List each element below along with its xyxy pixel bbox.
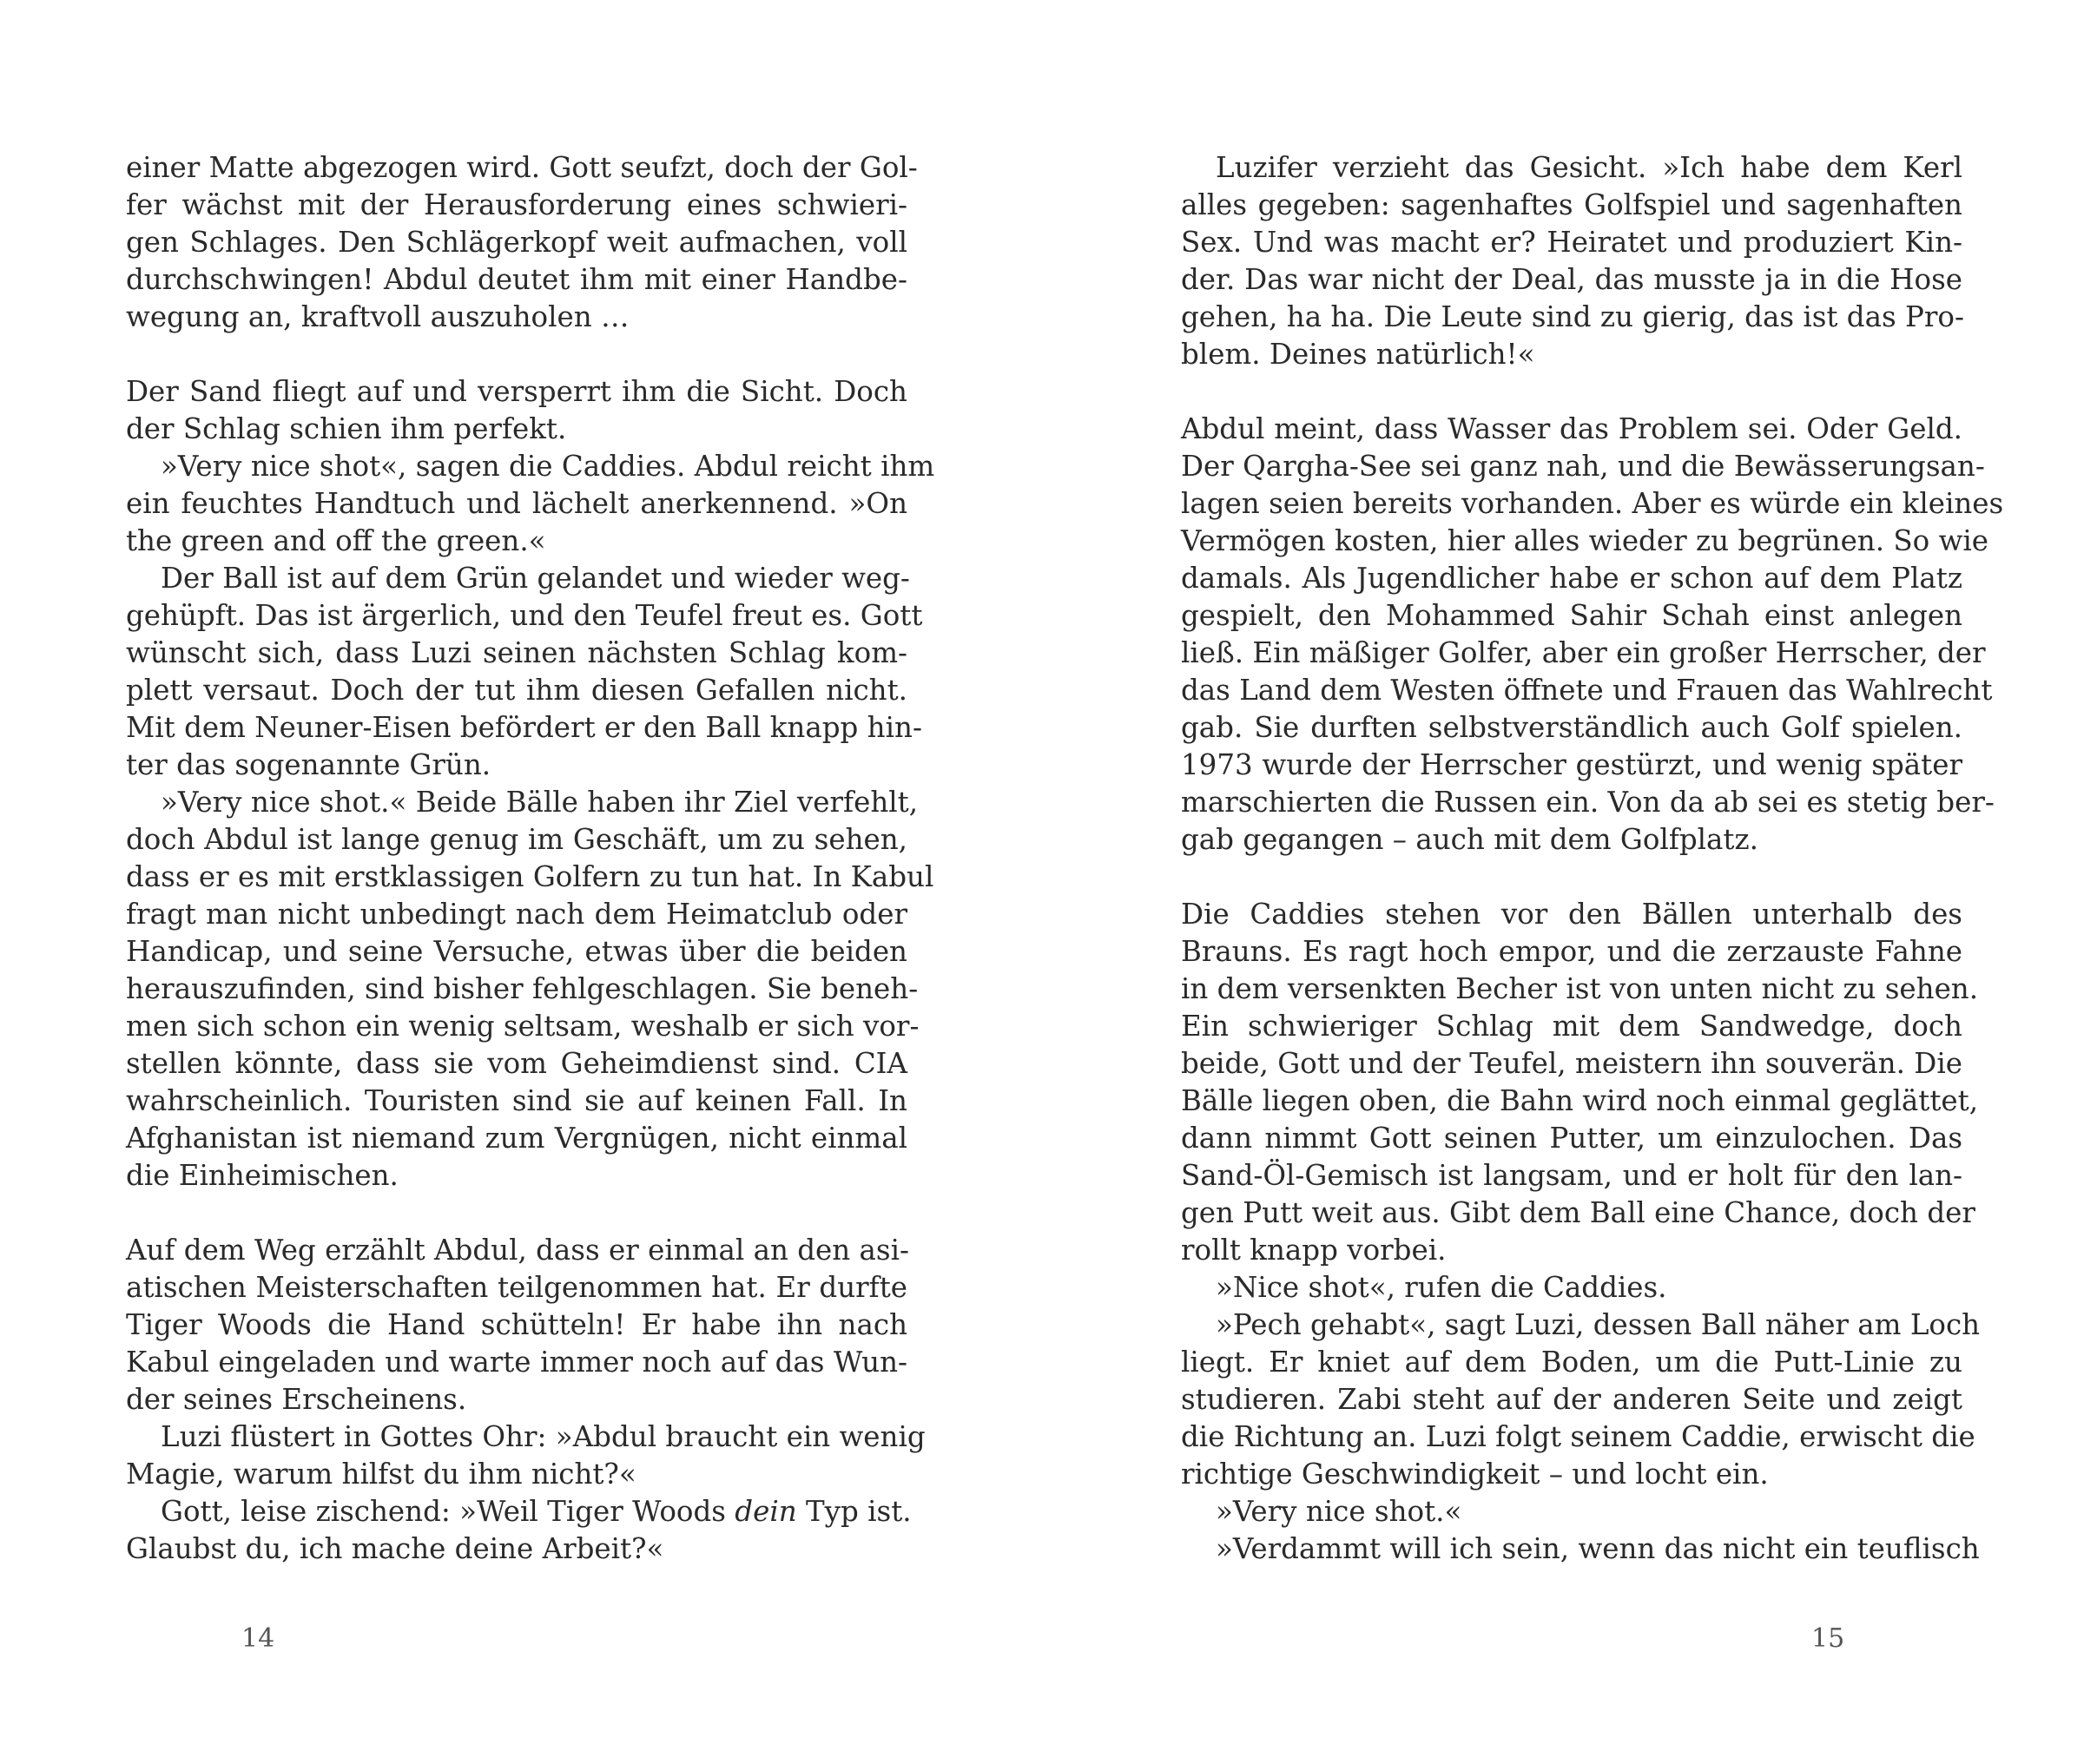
text-line: die Richtung an. Luzi folgt seinem Caddie, erwischt die [1181, 1420, 1975, 1453]
text-line: gehen, ha ha. Die Leute sind zu gierig, das ist das Pro- [1181, 300, 1964, 333]
text-line: alles gegeben: sagenhaftes Golfspiel und sagenhaften [1181, 188, 1962, 221]
text-line: Magie, warum hilfst du ihm nicht?« [126, 1458, 636, 1491]
text-line: gab. Sie durften selbstverständlich auch Golf spielen. [1181, 711, 1962, 744]
page-number-left: 14 [241, 1623, 275, 1654]
text-line: der Schlag schien ihm perfekt. [126, 412, 567, 445]
left-page [126, 149, 935, 1568]
text-line: Luzifer verzieht das Gesicht. »Ich habe dem Kerl [1216, 151, 1962, 184]
text-line: liegt. Er kniet auf dem Boden, um die Putt-Linie zu [1181, 1346, 1962, 1379]
paragraph-gap [126, 1195, 907, 1232]
text-line: der. Das war nicht der Deal, das musste ja in die Hose [1181, 263, 1962, 296]
text-line: »Very nice shot«, sagen die Caddies. Abdul reicht ihm [161, 450, 935, 483]
text-line: »Very nice shot.« Beide Bälle haben ihr Ziel verfehlt, [161, 786, 919, 819]
text-segment: Typ ist. [796, 1495, 912, 1528]
text-segment: Gott, leise zischend: »Weil Tiger Woods [161, 1495, 735, 1528]
text-line: rollt knapp vorbei. [1181, 1234, 1447, 1267]
text-line: fragt man nicht unbedingt nach dem Heimatclub oder [126, 898, 907, 931]
text-line: stellen könnte, dass sie vom Geheimdienst sind. CIA [126, 1047, 907, 1080]
text-line: gab gegangen – auch mit dem Golfplatz. [1181, 823, 1758, 856]
text-line: dass er es mit erstklassigen Golfern zu tun hat. In Kabul [126, 860, 934, 893]
page-number-right: 15 [1811, 1623, 1845, 1654]
text-line: das Land dem Westen öffnete und Frauen das Wahlrecht [1181, 674, 1993, 707]
text-line: Sand-Öl-Gemisch ist langsam, und er holt für den lan- [1181, 1159, 1962, 1192]
text-line: damals. Als Jugendlicher habe er schon auf dem Platz [1181, 562, 1962, 595]
paragraph-gap [126, 336, 907, 373]
text-line: wünscht sich, dass Luzi seinen nächsten Schlag kom- [126, 636, 907, 669]
text-line: Vermögen kosten, hier alles wieder zu begrünen. So wie [1181, 524, 1989, 557]
paragraph-gap [1181, 859, 1962, 896]
text-line: blem. Deines natürlich!« [1181, 338, 1535, 371]
text-line: Tiger Woods die Hand schütteln! Er habe ihn nach [126, 1308, 907, 1341]
text-line: Brauns. Es ragt hoch empor, und die zerzauste Fahne [1181, 935, 1962, 968]
text-line: Der Qargha-See sei ganz nah, und die Bewässerungsan- [1181, 450, 1985, 483]
text-line: einer Matte abgezogen wird. Gott seufzt, doch der Gol- [126, 151, 918, 184]
text-line: Der Ball ist auf dem Grün gelandet und wieder weg- [161, 562, 910, 595]
text-line: Der Sand fliegt auf und versperrt ihm die Sicht. Doch [126, 375, 907, 408]
text-line: »Pech gehabt«, sagt Luzi, dessen Ball näher am Loch [1216, 1308, 1981, 1341]
text-line: »Very nice shot.« [1216, 1495, 1462, 1528]
text-line: wegung an, kraftvoll auszuholen … [126, 300, 630, 333]
text-line: herauszufinden, sind bisher fehlgeschlagen. Sie beneh- [126, 972, 919, 1005]
text-line: der seines Erscheinens. [126, 1383, 467, 1416]
text-line: »Verdammt will ich sein, wenn das nicht ein teuflisch [1216, 1532, 1980, 1565]
text-line: Bälle liegen oben, die Bahn wird noch einmal geglättet, [1181, 1084, 1979, 1117]
text-line: men sich schon ein wenig seltsam, weshalb er sich vor- [126, 1010, 920, 1043]
text-line: wahrscheinlich. Touristen sind sie auf keinen Fall. In [126, 1084, 907, 1117]
emphasized-word: dein [735, 1495, 797, 1528]
text-line: Sex. Und was macht er? Heiratet und produziert Kin- [1181, 226, 1962, 259]
text-line: Ein schwieriger Schlag mit dem Sandwedge, doch [1181, 1010, 1962, 1043]
text-line: durchschwingen! Abdul deutet ihm mit einer Handbe- [126, 263, 907, 296]
right-page [1181, 149, 2004, 1568]
text-line: Auf dem Weg erzählt Abdul, dass er einmal an den asi- [126, 1234, 909, 1267]
text-line: dann nimmt Gott seinen Putter, um einzulochen. Das [1181, 1122, 1962, 1155]
text-line: studieren. Zabi steht auf der anderen Seite und zeigt [1181, 1383, 1962, 1416]
text-line: plett versaut. Doch der tut ihm diesen Gefallen nicht. [126, 674, 907, 707]
text-line: Kabul eingeladen und warte immer noch auf das Wun- [126, 1346, 907, 1379]
text-line: Mit dem Neuner-Eisen befördert er den Ball knapp hin- [126, 711, 922, 744]
text-line: fer wächst mit der Herausforderung eines schwieri- [126, 188, 907, 221]
text-line: ein feuchtes Handtuch und lächelt anerkennend. »On [126, 487, 907, 520]
text-line [126, 1493, 912, 1530]
text-line: gehüpft. Das ist ärgerlich, und den Teufel freut es. Gott [126, 599, 923, 632]
text-line: ließ. Ein mäßiger Golfer, aber ein großer Herrscher, der [1181, 636, 1986, 669]
text-line: ter das sogenannte Grün. [126, 748, 491, 781]
text-line: die Einheimischen. [126, 1159, 399, 1192]
text-line: gen Putt weit aus. Gibt dem Ball eine Chance, doch der [1181, 1196, 1975, 1229]
text-line: Glaubst du, ich mache deine Arbeit?« [126, 1532, 664, 1565]
text-line: Luzi flüstert in Gottes Ohr: »Abdul braucht ein wenig [161, 1420, 926, 1453]
text-line: Handicap, und seine Versuche, etwas über die beiden [126, 935, 907, 968]
text-line: the green and off the green.« [126, 524, 546, 557]
text-line: beide, Gott und der Teufel, meistern ihn souverän. Die [1181, 1047, 1962, 1080]
text-line: gespielt, den Mohammed Sahir Schah einst anlegen [1181, 599, 1962, 632]
text-line: Die Caddies stehen vor den Bällen unterhalb des [1181, 898, 1962, 931]
text-line: doch Abdul ist lange genug im Geschäft, um zu sehen, [126, 823, 907, 856]
text-line: »Nice shot«, rufen die Caddies. [1216, 1271, 1667, 1304]
text-line: Afghanistan ist niemand zum Vergnügen, nicht einmal [126, 1122, 907, 1155]
text-line: marschierten die Russen ein. Von da ab sei es stetig ber- [1181, 786, 1995, 819]
text-line: gen Schlages. Den Schlägerkopf weit aufmachen, voll [126, 226, 907, 259]
text-line: 1973 wurde der Herrscher gestürzt, und wenig später [1181, 748, 1962, 781]
text-line: in dem versenkten Becher ist von unten nicht zu sehen. [1181, 972, 1979, 1005]
text-line: Abdul meint, dass Wasser das Problem sei. Oder Geld. [1181, 412, 1962, 445]
text-line: richtige Geschwindigkeit – und locht ein. [1181, 1458, 1769, 1491]
text-line: atischen Meisterschaften teilgenommen hat. Er durfte [126, 1271, 907, 1304]
paragraph-gap [1181, 373, 1962, 411]
text-line: lagen seien bereits vorhanden. Aber es würde ein kleines [1181, 487, 2004, 520]
